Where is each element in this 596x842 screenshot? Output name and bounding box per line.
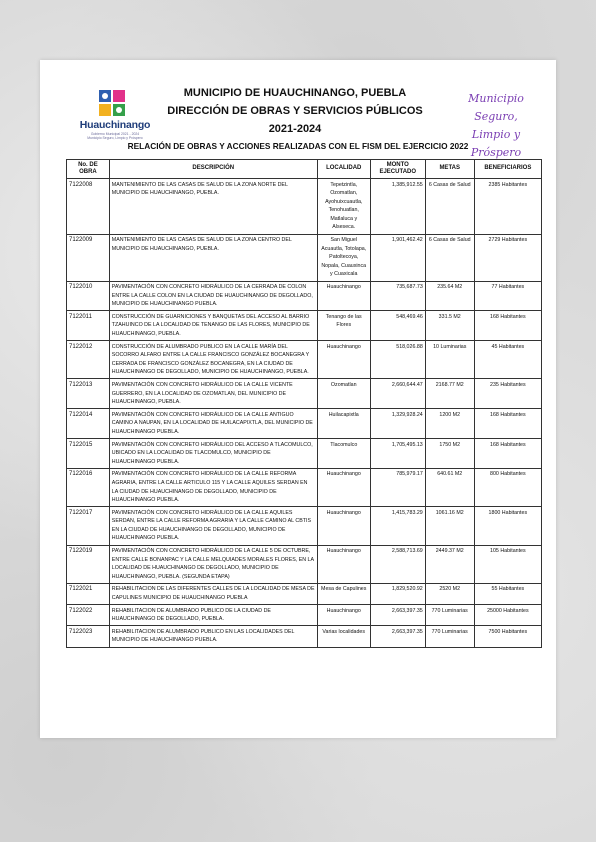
table-row (67, 281, 542, 311)
table-row (67, 341, 542, 379)
cell-locality: Huauchinango (317, 341, 370, 379)
cell-beneficiaries: 168 Habitantes (474, 439, 541, 469)
cell-beneficiaries: 1800 Habitantes (474, 507, 541, 545)
cell-no: 7122021 (67, 583, 110, 604)
cell-locality: Huauchinango (317, 605, 370, 626)
cell-locality: Huauchinango (317, 468, 370, 506)
cell-goals: 6 Casas de Salud (425, 179, 474, 235)
cell-no: 7122011 (67, 311, 110, 341)
cell-no: 7122014 (67, 409, 110, 439)
cell-amount: 2,660,644.47 (370, 379, 425, 409)
cell-description: PAVIMENTACIÓN CON CONCRETO HIDRÁULICO DE LA CALLE VICENTE GUERRERO, EN LA LOCALIDAD DE OZOMATLAN, DEL MUNICIPIO DE HUAUCHINANGO, PUEBLA. (109, 379, 317, 409)
slogan-line-2: Limpio y Próspero (470, 128, 522, 159)
cell-beneficiaries: 77 Habitantes (474, 281, 541, 311)
cell-locality: Tepetzintla, Ozomatlan, Ayohuixcuautla, Tenohuatlan, Matlaluca y Alseseca. (317, 179, 370, 235)
table-header-row (67, 160, 542, 179)
cell-goals: 6 Casas de Salud (425, 234, 474, 281)
cell-amount: 1,705,495.13 (370, 439, 425, 469)
header-amount: MONTO EJECUTADO (370, 160, 425, 179)
cell-description: PAVIMENTACIÓN CON CONCRETO HIDRÁULICO DE LA CERRADA DE COLON ENTRE LA CALLE COLON EN LA CIUDAD DE HUAUCHINANGO DE DEGOLLADO, MUNICIPIO DE HUAUCHINANGO PUEBLA. (109, 281, 317, 311)
cell-description: REHABILITACION DE LAS DIFERENTES CALLES DE LA LOCALIDAD DE MESA DE CAPULINES MUNICIPIO DE HUAUCHINANGO PUEBLA (109, 583, 317, 604)
cell-no: 7122017 (67, 507, 110, 545)
cell-goals: 2168.77 M2 (425, 379, 474, 409)
cell-description: PAVIMENTACIÓN CON CONCRETO HIDRÁULICO DE LA CALLE REFORMA AGRARIA, ENTRE LA CALLE ARTICULO 115 Y LA CALLE AQUILES SERDAN EN LA CIUDAD DE HUAUCHINANGO DE DEGOLLADO, MUNICIPIO DE HUAUCHINANGO PUEBLA. (109, 468, 317, 506)
cell-beneficiaries: 7500 Habitantes (474, 626, 541, 647)
cell-description: REHABILITACION DE ALUMBRADO PUBLICO DE LA CIUDAD DE HUAUCHINANGO DE DEGOLLADO, PUEBLA. (109, 605, 317, 626)
cell-amount: 518,026.88 (370, 341, 425, 379)
cell-no: 7122012 (67, 341, 110, 379)
works-table (66, 159, 542, 648)
title-period: 2021-2024 (268, 123, 322, 135)
cell-amount: 1,329,928.24 (370, 409, 425, 439)
cell-description: PAVIMENTACIÓN CON CONCRETO HIDRÁULICO DE LA CALLE AQUILES SERDAN, ENTRE LA CALLE REFORMA AGRARIA Y LA CALLE CAMINO AL CBTIS EN LA CIUDAD DE HUAUCHINANGO DE DEGOLLADO, MUNICIPIO DE HUAUCHINANGO PUEBLA. (109, 507, 317, 545)
header-no: No. DE OBRA (67, 160, 110, 179)
cell-amount: 1,829,520.92 (370, 583, 425, 604)
cell-amount: 1,385,912.55 (370, 179, 425, 235)
cell-amount: 2,588,713.69 (370, 545, 425, 583)
cell-goals: 770 Luminarias (425, 605, 474, 626)
cell-locality: Huauchinango (317, 545, 370, 583)
header-beneficiaries: BENEFICIARIOS (474, 160, 541, 179)
logo-tagline-2: Municipio Seguro, Limpio y Próspero (87, 136, 143, 140)
cell-amount: 2,663,397.35 (370, 626, 425, 647)
cell-amount: 2,663,397.35 (370, 605, 425, 626)
cell-description: REHABILITACION DE ALUMBRADO PUBLICO EN LAS LOCALIDADES DEL MUNICIPIO DE HUAUCHINANGO PUEBLA. (109, 626, 317, 647)
municipality-logo (70, 89, 160, 147)
cell-locality: San Miguel Acuautla, Totolapa, Patoltecoya, Nopala, Cuauxinca y Cuaxicala (317, 234, 370, 281)
cell-amount: 735,687.73 (370, 281, 425, 311)
cell-no: 7122019 (67, 545, 110, 583)
cell-no: 7122013 (67, 379, 110, 409)
cell-goals: 235.64 M2 (425, 281, 474, 311)
logo-wordmark: Huauchinango (79, 119, 151, 131)
table-row (67, 468, 542, 506)
header-goals: METAS (425, 160, 474, 179)
cell-locality: Tlacomulco (317, 439, 370, 469)
cell-beneficiaries: 25000 Habitantes (474, 605, 541, 626)
cell-locality: Tenango de las Flores (317, 311, 370, 341)
cell-no: 7122008 (67, 179, 110, 235)
cell-beneficiaries: 2385 Habitantes (474, 179, 541, 235)
cell-no: 7122010 (67, 281, 110, 311)
slogan (451, 90, 541, 162)
cell-description: CONSTRUCCIÓN DE ALUMBRADO PUBLICO EN LA CALLE MARÍA DEL SOCORRO ALFARO ENTRE LA CALLE FRANCISCO GONZÁLEZ BOCANEGRA Y CERRADA DE FRANCISCO GONZÁLEZ BOCANEGRA, EN LA CIUDAD DE HUAUCHINANGO DE DEGOLLADO, MUNICIPIO DE HUAUCHINANGO, PUEBLA. (109, 341, 317, 379)
cell-no: 7122022 (67, 605, 110, 626)
cell-no: 7122016 (67, 468, 110, 506)
cell-goals: 1200 M2 (425, 409, 474, 439)
cell-goals: 1061.16 M2 (425, 507, 474, 545)
cell-goals: 10 Luminarias (425, 341, 474, 379)
table-row (67, 311, 542, 341)
cell-no: 7122023 (67, 626, 110, 647)
document-header (40, 60, 556, 159)
cell-goals: 770 Luminarias (425, 626, 474, 647)
header-locality: LOCALIDAD (317, 160, 370, 179)
cell-goals: 640.61 M2 (425, 468, 474, 506)
cell-beneficiaries: 168 Habitantes (474, 311, 541, 341)
cell-locality: Mesa de Capulines (317, 583, 370, 604)
table-row (67, 409, 542, 439)
table-row (67, 179, 542, 235)
cell-locality: Huilacapixtla (317, 409, 370, 439)
cell-beneficiaries: 55 Habitantes (474, 583, 541, 604)
cell-description: MANTENIMIENTO DE LAS CASAS DE SALUD DE LA ZONA CENTRO DEL MUNICIPIO DE HUAUCHINANGO, PUEBLA. (109, 234, 317, 281)
cell-locality: Huauchinango (317, 281, 370, 311)
cell-locality: Ozomatlan (317, 379, 370, 409)
cell-amount: 548,469.46 (370, 311, 425, 341)
cell-description: PAVIMENTACIÓN CON CONCRETO HIDRÁULICO DE LA CALLE 5 DE OCTUBRE, ENTRE CALLE BONANPAC Y LA CALLE MELQUIADES MORALES FLORES, EN LA LOCALIDAD DE HUAUCHINANGO DE DEGOLLADO, MUNICIPIO DE HUAUCHINANGO, PUEBLA. (SEGUNDA ETAPA) (109, 545, 317, 583)
cell-goals: 2449.37 M2 (425, 545, 474, 583)
cell-beneficiaries: 2729 Habitantes (474, 234, 541, 281)
cell-amount: 1,415,783.29 (370, 507, 425, 545)
table-row (67, 545, 542, 583)
cell-goals: 2520 M2 (425, 583, 474, 604)
table-row (67, 626, 542, 647)
document-page (40, 60, 556, 738)
cell-description: PAVIMENTACIÓN CON CONCRETO HIDRÁULICO DE LA CALLE ANTIGUO CAMINO A NAUPAN, EN LA LOCALIDAD DE HUILACAPIXTLA, DEL MUNICIPIO DE HUAUCHINANGO PUEBLA. (109, 409, 317, 439)
logo-emblem-icon (98, 89, 128, 119)
cell-goals: 331.5 M2 (425, 311, 474, 341)
cell-no: 7122009 (67, 234, 110, 281)
table-row (67, 507, 542, 545)
document-titles (150, 84, 440, 138)
cell-description: MANTENIMIENTO DE LAS CASAS DE SALUD DE LA ZONA NORTE DEL MUNICIPIO DE HUAUCHINANGO, PUEBLA. (109, 179, 317, 235)
cell-description: CONSTRUCCIÓN DE GUARNICIONES Y BANQUETAS DEL ACCESO AL BARRIO TZAHUINCO DE LA LOCALIDAD DE TENANGO DE LAS FLORES, MUNICIPIO DE HUAUCHINANGO, PUEBLA. (109, 311, 317, 341)
cell-beneficiaries: 800 Habitantes (474, 468, 541, 506)
cell-locality: Varias localidades (317, 626, 370, 647)
cell-description: PAVIMENTACIÓN CON CONCRETO HIDRÁULICO DEL ACCESO A TLACOMULCO, UBICADO EN LA LOCALIDAD DE TLACOMULCO, MUNICIPIO DE HUAUCHINANGO PUEBLA. (109, 439, 317, 469)
table-row (67, 234, 542, 281)
table-row (67, 439, 542, 469)
cell-beneficiaries: 168 Habitantes (474, 409, 541, 439)
cell-beneficiaries: 235 Habitantes (474, 379, 541, 409)
cell-no: 7122015 (67, 439, 110, 469)
table-row (67, 379, 542, 409)
cell-amount: 785,979.17 (370, 468, 425, 506)
table-row (67, 583, 542, 604)
cell-locality: Huauchinango (317, 507, 370, 545)
title-municipality: MUNICIPIO DE HUAUCHINANGO, PUEBLA (183, 87, 407, 99)
cell-amount: 1,901,462.42 (370, 234, 425, 281)
cell-beneficiaries: 45 Habitantes (474, 341, 541, 379)
header-description: DESCRIPCIÓN (109, 160, 317, 179)
table-row (67, 605, 542, 626)
title-department: DIRECCIÓN DE OBRAS Y SERVICIOS PÚBLICOS (167, 105, 423, 117)
cell-beneficiaries: 105 Habitantes (474, 545, 541, 583)
slogan-line-1: Municipio Seguro, (468, 92, 524, 123)
logo-tagline: Gobierno Municipal 2021 - 2024 (90, 132, 140, 136)
cell-goals: 1750 M2 (425, 439, 474, 469)
report-subtitle: RELACIÓN DE OBRAS Y ACCIONES REALIZADAS CON EL FISM DEL EJERCICIO 2022 (127, 141, 469, 151)
